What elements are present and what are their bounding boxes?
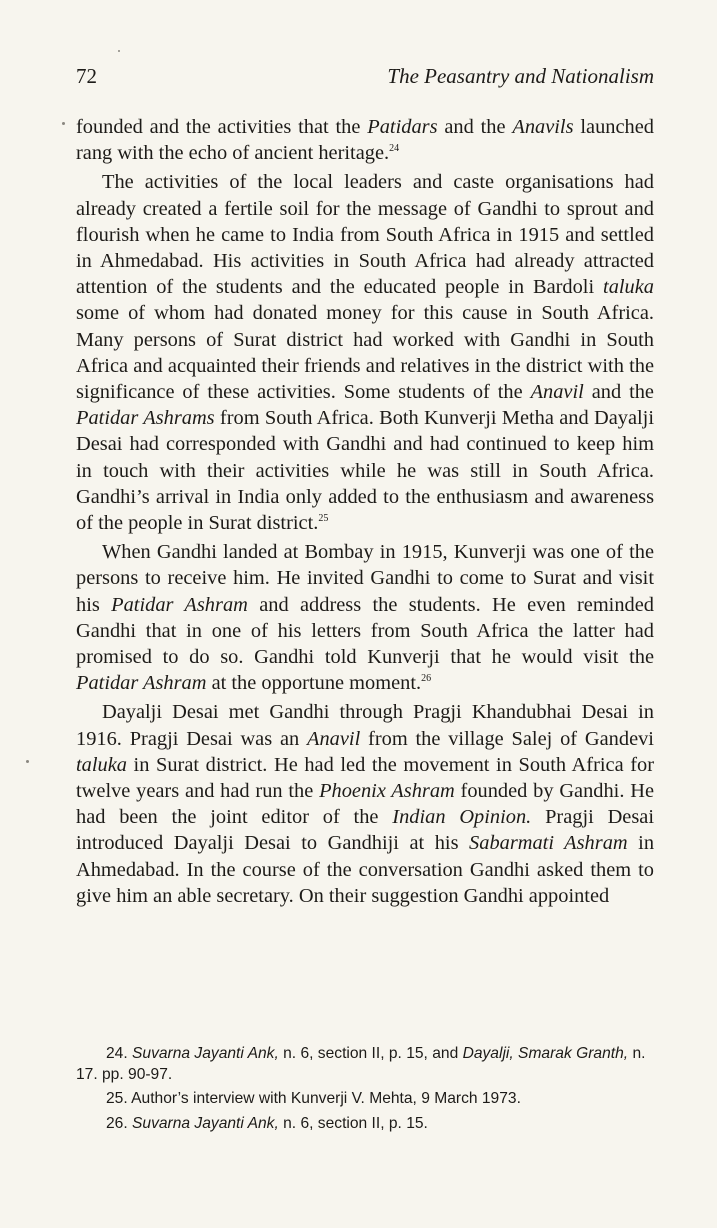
text-run: When Gandhi landed at Bombay in 1915, Kunverji was one of the persons to receive him. He invited Gandhi to come to Surat and visit his — [76, 541, 654, 616]
text-run: Suvarna Jayanti Ank, — [132, 1114, 279, 1132]
page-number: 72 — [76, 64, 97, 88]
body-text — [76, 114, 654, 909]
text-run: launched rang with the echo of ancient heritage. — [76, 116, 654, 165]
text-run: at the opportune moment. — [206, 672, 422, 695]
footnote-ref: 25 — [318, 513, 329, 525]
page-header — [76, 64, 654, 94]
text-run: Anavils — [512, 116, 574, 138]
text-run: Pragji Desai introduced Dayalji Desai to Gandhiji at his — [76, 806, 654, 855]
text-run: from South Africa. Both Kunverji Metha and Dayalji Desai had corresponded with Gandhi and had continued to keep him in touch with their activities while he was still in South Africa. Gandhi’s arrival in India only added to the enthusiasm and awareness of the people in Surat district. — [76, 407, 654, 535]
text-run: n. 6, section II, p. 15, and — [278, 1045, 463, 1062]
paragraph — [76, 539, 654, 696]
text-run: Suvarna Jayanti Ank, — [132, 1045, 279, 1062]
text-run: Sabarmati Ashram — [469, 832, 628, 855]
text-run: n. 6, section II, p. 15. — [278, 1114, 428, 1132]
text-run: The activities of the local leaders and caste organisations had already created a fertile soil for the message of Gandhi to sprout and flourish when he came to India from South Africa in 1915 and settled in Ahmedabad. His activities in South Africa had already attracted attention of the students and the educated people in Bardoli — [76, 171, 654, 299]
text-run: from the village Salej of Gandevi — [360, 727, 654, 750]
text-run: founded and the activities that the — [76, 116, 368, 138]
text-run: Anavil — [530, 381, 584, 404]
text-run: 24. — [106, 1045, 133, 1062]
text-run: Dayalji, Smarak Granth, — [462, 1045, 629, 1062]
text-run: some of whom had donated money for this cause in South Africa. Many persons of Surat district had worked with Gandhi in South Africa and acquainted their friends and relatives in the district with the significance of these activities. Some students of the — [76, 302, 654, 404]
text-run: in Ahmedabad. In the course of the conversation Gandhi asked them to give him an able secretary. On their suggestion Gandhi appointed — [76, 832, 655, 907]
print-speck — [118, 50, 120, 52]
text-run: Patidar Ashram — [76, 672, 207, 695]
text-run: Patidar Ashram — [111, 593, 248, 616]
footnote — [76, 1044, 654, 1085]
running-head: The Peasantry and Nationalism — [387, 64, 654, 88]
text-run: in Surat district. He had led the movement in South Africa for twelve years and had run the — [76, 753, 654, 803]
text-run: and address the students. He even reminded Gandhi that in one of his letters from South Africa the latter had promised to do so. Gandhi told Kunverji that he would visit the — [76, 593, 654, 669]
footnotes — [76, 1044, 654, 1138]
text-run: Patidars — [367, 116, 438, 138]
text-run: and the — [437, 116, 513, 138]
text-run: Indian Opinion. — [392, 806, 532, 829]
text-run: founded by Gandhi. He had been the joint editor of the — [76, 780, 655, 829]
print-speck — [26, 760, 29, 763]
text-run: 26. — [106, 1114, 133, 1132]
text-run: 25. Author’s interview with Kunverji V. Mehta, 9 March 1973. — [106, 1090, 521, 1107]
paragraph — [76, 169, 654, 536]
footnote — [76, 1089, 654, 1110]
print-speck — [62, 122, 65, 125]
footnote — [76, 1114, 654, 1135]
text-run: taluka — [76, 753, 127, 776]
text-run: Patidar Ashrams — [76, 407, 215, 430]
paragraph — [76, 114, 654, 166]
text-run: Dayalji Desai met Gandhi through Pragji Khandubhai Desai in 1916. Pragji Desai was an — [76, 701, 654, 750]
text-run: Anavil — [307, 727, 361, 750]
text-run: and the — [583, 381, 654, 404]
footnote-ref: 26 — [421, 673, 432, 685]
text-run: n. 17. pp. 90-97. — [76, 1045, 646, 1083]
paragraph — [76, 699, 654, 909]
footnote-ref: 24 — [389, 143, 400, 155]
text-run: taluka — [603, 276, 654, 299]
text-run: Phoenix Ashram — [319, 780, 455, 803]
